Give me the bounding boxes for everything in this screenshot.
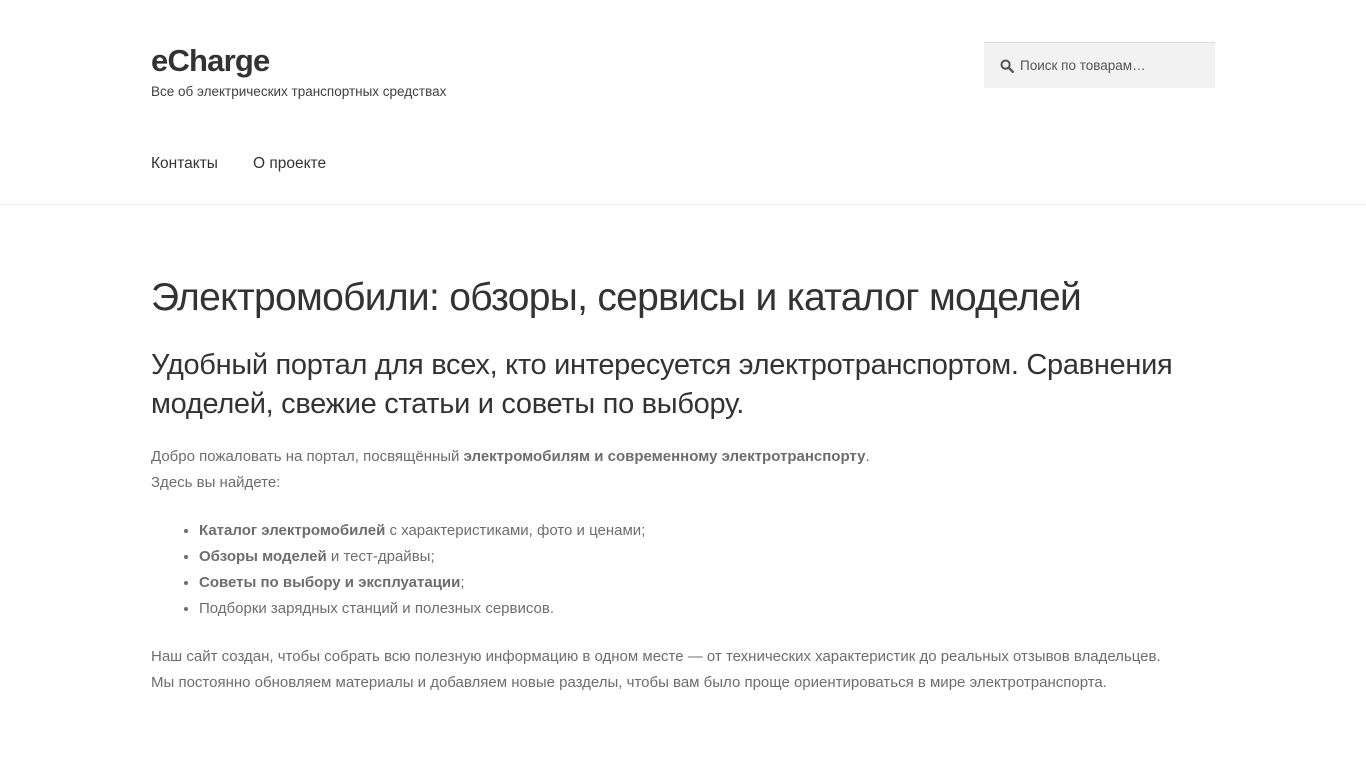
- list-item: [199, 518, 1215, 544]
- list-item-text: Подборки зарядных станций и полезных сервисов.: [199, 600, 555, 617]
- page-title: Электромобили: обзоры, сервисы и каталог моделей: [151, 276, 1082, 319]
- search-icon: [1000, 59, 1014, 73]
- list-item-bold: Каталог электромобилей: [199, 522, 386, 539]
- list-item-text: ;: [460, 574, 465, 591]
- site-tagline: Все об электрических транспортных средствах: [151, 84, 447, 99]
- nav-item-contacts[interactable]: Контакты: [151, 155, 218, 172]
- site-header: [0, 0, 1366, 205]
- nav-item-about[interactable]: О проекте: [252, 155, 327, 172]
- outro-line-1: Наш сайт создан, чтобы собрать всю полезную информацию в одном месте — от технических характеристик до реальных отзывов владельцев.: [151, 648, 1161, 665]
- search-input[interactable]: [1019, 43, 1209, 88]
- article-body: [151, 444, 1215, 696]
- outro-line-2: Мы постоянно обновляем материалы и добавляем новые разделы, чтобы вам было проще ориентироваться в мире электротранспорта.: [151, 674, 1107, 691]
- intro-line: [151, 444, 1215, 470]
- page-subtitle: Удобный портал для всех, кто интересуется электротранспортом. Сравнения моделей, свежие статьи и советы по выбору.: [151, 349, 1173, 420]
- list-item: [199, 544, 1215, 570]
- list-item-bold: Обзоры моделей: [199, 548, 327, 565]
- product-search-form: [984, 42, 1215, 88]
- intro-second-line: Здесь вы найдете:: [151, 474, 281, 491]
- intro-bold-text: электромобилям и современному электротранспорту: [463, 448, 866, 465]
- list-item-text: с характеристиками, фото и ценами;: [385, 522, 646, 539]
- intro-paragraph: [151, 444, 1215, 496]
- main-content: [151, 273, 1215, 696]
- intro-period: .: [865, 448, 870, 465]
- primary-navigation: [151, 153, 361, 177]
- list-item-bold: Советы по выбору и эксплуатации: [199, 574, 461, 591]
- list-item-text: и тест-драйвы;: [326, 548, 435, 565]
- intro-text: Добро пожаловать на портал, посвящённый: [151, 448, 464, 465]
- list-item: [199, 570, 1215, 596]
- feature-list: [199, 518, 1215, 622]
- site-title-link[interactable]: eCharge: [151, 43, 270, 78]
- list-item: [199, 596, 1215, 622]
- outro-paragraph: [151, 644, 1215, 696]
